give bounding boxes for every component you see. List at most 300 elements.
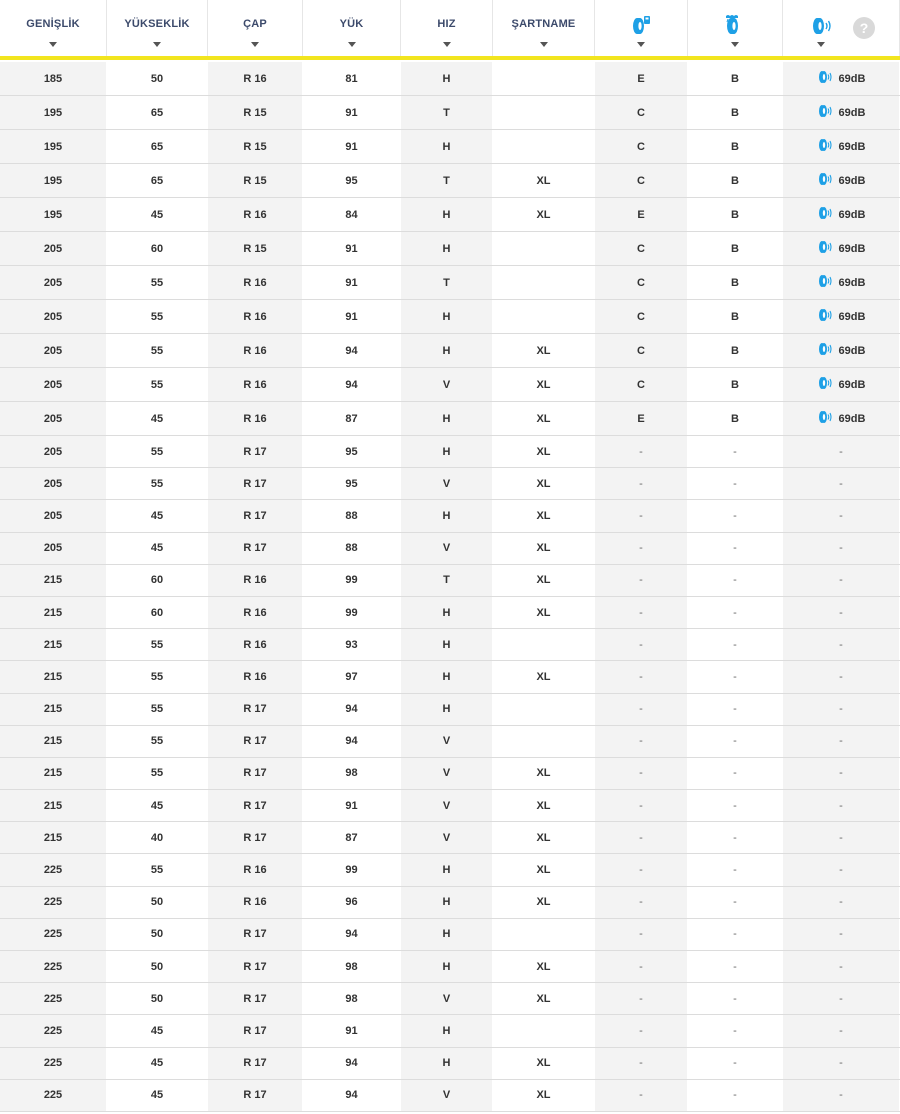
cell-height bbox=[107, 758, 208, 789]
header-diameter[interactable] bbox=[208, 0, 303, 56]
table-row[interactable] bbox=[0, 1048, 900, 1080]
cell-load bbox=[303, 533, 401, 564]
cell-text-load: 94 bbox=[345, 1089, 358, 1102]
cell-text-diameter: R 16 bbox=[243, 638, 267, 651]
help-icon[interactable]: ? bbox=[853, 17, 875, 39]
cell-wet bbox=[688, 533, 783, 564]
cell-noise bbox=[783, 232, 900, 265]
cell-speed bbox=[401, 694, 493, 725]
cell-wet bbox=[688, 919, 783, 950]
table-row[interactable] bbox=[0, 368, 900, 402]
sort-arrow-icon[interactable] bbox=[443, 42, 451, 47]
table-row[interactable] bbox=[0, 300, 900, 334]
cell-noise bbox=[783, 1048, 900, 1079]
cell-width bbox=[0, 368, 107, 401]
cell-noise bbox=[783, 402, 900, 435]
cell-text-diameter: R 16 bbox=[243, 896, 267, 909]
cell-speed bbox=[401, 1048, 493, 1079]
cell-text-spec: XL bbox=[536, 864, 551, 877]
cell-spec bbox=[493, 822, 595, 853]
table-row[interactable] bbox=[0, 790, 900, 822]
cell-text-wet: B bbox=[731, 412, 739, 425]
cell-text-fuel: - bbox=[639, 767, 643, 780]
cell-fuel bbox=[595, 266, 688, 299]
cell-text-height: 55 bbox=[150, 703, 164, 716]
cell-fuel bbox=[595, 300, 688, 333]
table-row[interactable] bbox=[0, 436, 900, 468]
cell-load bbox=[303, 62, 401, 95]
cell-fuel bbox=[595, 694, 688, 725]
cell-width bbox=[0, 629, 107, 660]
table-row[interactable] bbox=[0, 96, 900, 130]
cell-text-wet: - bbox=[733, 864, 737, 877]
cell-text-fuel: - bbox=[639, 928, 643, 941]
cell-spec bbox=[493, 266, 595, 299]
cell-height bbox=[107, 629, 208, 660]
cell-spec bbox=[493, 758, 595, 789]
cell-diameter bbox=[208, 726, 303, 757]
cell-text-spec: XL bbox=[536, 799, 551, 812]
cell-diameter bbox=[208, 533, 303, 564]
cell-text-height: 65 bbox=[150, 140, 164, 153]
cell-text-speed: V bbox=[442, 542, 451, 555]
cell-fuel bbox=[595, 533, 688, 564]
table-row[interactable] bbox=[0, 726, 900, 758]
table-row[interactable] bbox=[0, 887, 900, 919]
cell-width bbox=[0, 300, 107, 333]
cell-text-height: 55 bbox=[150, 735, 164, 748]
cell-text-diameter: R 17 bbox=[243, 960, 267, 973]
cell-text-noise: - bbox=[839, 735, 843, 748]
cell-height bbox=[107, 62, 208, 95]
cell-fuel bbox=[595, 402, 688, 435]
cell-wet bbox=[688, 300, 783, 333]
cell-text-width: 195 bbox=[43, 106, 63, 119]
table-row[interactable] bbox=[0, 1080, 900, 1112]
cell-noise bbox=[783, 164, 900, 197]
cell-height bbox=[107, 198, 208, 231]
cell-text-fuel: - bbox=[639, 960, 643, 973]
cell-height bbox=[107, 1015, 208, 1046]
cell-text-speed: H bbox=[442, 896, 451, 909]
cell-load bbox=[303, 368, 401, 401]
cell-text-wet: - bbox=[733, 1024, 737, 1037]
cell-noise bbox=[783, 951, 900, 982]
cell-text-wet: - bbox=[733, 477, 737, 490]
cell-text-fuel: - bbox=[639, 992, 643, 1005]
cell-text-width: 205 bbox=[43, 542, 63, 555]
cell-text-diameter: R 16 bbox=[243, 276, 267, 289]
header-noise[interactable] bbox=[783, 0, 900, 56]
table-row[interactable] bbox=[0, 565, 900, 597]
cell-width bbox=[0, 334, 107, 367]
cell-diameter bbox=[208, 334, 303, 367]
cell-diameter bbox=[208, 1048, 303, 1079]
cell-noise bbox=[783, 726, 900, 757]
noise-value bbox=[817, 376, 866, 393]
cell-text-diameter: R 17 bbox=[243, 703, 267, 716]
cell-wet bbox=[688, 694, 783, 725]
table-row[interactable] bbox=[0, 130, 900, 164]
cell-text-width: 205 bbox=[43, 445, 63, 458]
cell-noise bbox=[783, 266, 900, 299]
sort-arrow-icon[interactable] bbox=[153, 42, 161, 47]
cell-text-height: 45 bbox=[150, 1024, 164, 1037]
cell-text-speed: H bbox=[442, 960, 451, 973]
table-row[interactable] bbox=[0, 334, 900, 368]
cell-fuel bbox=[595, 919, 688, 950]
cell-text-noise: - bbox=[839, 960, 843, 973]
cell-wet bbox=[688, 983, 783, 1014]
header-fuel[interactable] bbox=[595, 0, 688, 56]
cell-text-load: 99 bbox=[345, 574, 358, 587]
cell-text-wet: - bbox=[733, 799, 737, 812]
cell-load bbox=[303, 402, 401, 435]
cell-noise bbox=[783, 822, 900, 853]
table-row[interactable] bbox=[0, 266, 900, 300]
cell-text-speed: H bbox=[442, 208, 451, 221]
cell-spec bbox=[493, 500, 595, 531]
cell-fuel bbox=[595, 130, 688, 163]
cell-text-height: 50 bbox=[150, 72, 164, 85]
cell-width bbox=[0, 1080, 107, 1111]
sort-arrow-icon[interactable] bbox=[49, 42, 57, 47]
cell-width bbox=[0, 758, 107, 789]
cell-diameter bbox=[208, 402, 303, 435]
cell-height bbox=[107, 130, 208, 163]
cell-height bbox=[107, 1048, 208, 1079]
cell-text-spec: XL bbox=[536, 509, 551, 522]
cell-text-load: 98 bbox=[345, 960, 358, 973]
cell-spec bbox=[493, 96, 595, 129]
cell-text-noise: - bbox=[839, 606, 843, 619]
wet-grip-tire-icon bbox=[722, 14, 748, 36]
cell-width bbox=[0, 436, 107, 467]
cell-text-load: 98 bbox=[345, 992, 358, 1005]
table-row[interactable] bbox=[0, 533, 900, 565]
cell-text-fuel: - bbox=[639, 477, 643, 490]
table-row[interactable] bbox=[0, 1015, 900, 1047]
cell-height bbox=[107, 164, 208, 197]
cell-text-wet: B bbox=[731, 140, 739, 153]
cell-speed bbox=[401, 164, 493, 197]
cell-text-width: 215 bbox=[43, 670, 63, 683]
header-spec[interactable] bbox=[493, 0, 595, 56]
cell-speed bbox=[401, 500, 493, 531]
cell-spec bbox=[493, 661, 595, 692]
cell-load bbox=[303, 629, 401, 660]
cell-text-width: 225 bbox=[43, 1024, 63, 1037]
table-row[interactable] bbox=[0, 694, 900, 726]
cell-text-diameter: R 17 bbox=[243, 1057, 267, 1070]
cell-text-diameter: R 16 bbox=[243, 670, 267, 683]
sort-arrow-icon[interactable] bbox=[348, 42, 356, 47]
cell-text-wet: - bbox=[733, 831, 737, 844]
cell-height bbox=[107, 919, 208, 950]
cell-text-wet: - bbox=[733, 928, 737, 941]
cell-text-load: 97 bbox=[345, 670, 358, 683]
cell-text-fuel: C bbox=[637, 174, 645, 187]
cell-speed bbox=[401, 629, 493, 660]
table-row[interactable] bbox=[0, 919, 900, 951]
cell-wet bbox=[688, 887, 783, 918]
table-row[interactable] bbox=[0, 629, 900, 661]
cell-text-height: 55 bbox=[150, 864, 164, 877]
table-header bbox=[0, 0, 900, 60]
cell-text-fuel: - bbox=[639, 509, 643, 522]
cell-diameter bbox=[208, 164, 303, 197]
cell-speed bbox=[401, 436, 493, 467]
cell-load bbox=[303, 198, 401, 231]
cell-fuel bbox=[595, 1048, 688, 1079]
cell-text-load: 98 bbox=[345, 767, 358, 780]
cell-text-fuel: - bbox=[639, 1057, 643, 1070]
cell-text-height: 55 bbox=[150, 445, 164, 458]
noise-text: 69dB bbox=[838, 344, 866, 357]
cell-diameter bbox=[208, 266, 303, 299]
cell-wet bbox=[688, 198, 783, 231]
cell-spec bbox=[493, 300, 595, 333]
table-row[interactable] bbox=[0, 854, 900, 886]
cell-text-height: 50 bbox=[150, 992, 164, 1005]
cell-noise bbox=[783, 62, 900, 95]
cell-text-speed: V bbox=[442, 735, 451, 748]
cell-spec bbox=[493, 983, 595, 1014]
header-label-height: YÜKSEKLİK bbox=[124, 18, 190, 30]
cell-height bbox=[107, 436, 208, 467]
cell-wet bbox=[688, 164, 783, 197]
noise-value bbox=[817, 206, 866, 223]
cell-load bbox=[303, 96, 401, 129]
cell-text-height: 45 bbox=[150, 208, 164, 221]
cell-speed bbox=[401, 661, 493, 692]
sort-arrow-icon[interactable] bbox=[817, 42, 825, 47]
cell-diameter bbox=[208, 1015, 303, 1046]
cell-text-width: 195 bbox=[43, 140, 63, 153]
cell-text-width: 225 bbox=[43, 928, 63, 941]
cell-text-fuel: E bbox=[637, 412, 645, 425]
header-height[interactable] bbox=[107, 0, 208, 56]
cell-text-wet: B bbox=[731, 106, 739, 119]
cell-speed bbox=[401, 468, 493, 499]
cell-text-width: 185 bbox=[43, 72, 63, 85]
cell-load bbox=[303, 790, 401, 821]
cell-text-diameter: R 17 bbox=[243, 542, 267, 555]
cell-text-diameter: R 15 bbox=[243, 140, 267, 153]
cell-noise bbox=[783, 130, 900, 163]
noise-icon bbox=[817, 308, 833, 325]
table-row[interactable] bbox=[0, 500, 900, 532]
cell-speed bbox=[401, 951, 493, 982]
cell-speed bbox=[401, 232, 493, 265]
cell-load bbox=[303, 694, 401, 725]
cell-noise bbox=[783, 500, 900, 531]
cell-height bbox=[107, 726, 208, 757]
noise-text: 69dB bbox=[838, 242, 866, 255]
cell-width bbox=[0, 1048, 107, 1079]
noise-tire-icon bbox=[808, 14, 834, 36]
cell-text-noise: - bbox=[839, 542, 843, 555]
cell-text-speed: H bbox=[442, 242, 451, 255]
cell-text-diameter: R 17 bbox=[243, 509, 267, 522]
noise-value bbox=[817, 274, 866, 291]
cell-text-width: 225 bbox=[43, 864, 63, 877]
cell-text-diameter: R 17 bbox=[243, 831, 267, 844]
table-row[interactable] bbox=[0, 597, 900, 629]
table-row[interactable] bbox=[0, 198, 900, 232]
cell-fuel bbox=[595, 565, 688, 596]
cell-text-wet: - bbox=[733, 1057, 737, 1070]
cell-text-speed: H bbox=[442, 1057, 451, 1070]
cell-diameter bbox=[208, 919, 303, 950]
cell-speed bbox=[401, 368, 493, 401]
cell-height bbox=[107, 1080, 208, 1111]
cell-text-wet: B bbox=[731, 378, 739, 391]
cell-load bbox=[303, 758, 401, 789]
cell-speed bbox=[401, 1080, 493, 1111]
cell-text-spec: XL bbox=[536, 445, 551, 458]
cell-text-wet: - bbox=[733, 1089, 737, 1102]
header-speed[interactable] bbox=[401, 0, 493, 56]
cell-text-speed: H bbox=[442, 72, 451, 85]
cell-load bbox=[303, 300, 401, 333]
cell-spec bbox=[493, 919, 595, 950]
cell-text-diameter: R 17 bbox=[243, 1089, 267, 1102]
cell-noise bbox=[783, 694, 900, 725]
cell-text-speed: V bbox=[442, 799, 451, 812]
table-row[interactable] bbox=[0, 402, 900, 436]
cell-wet bbox=[688, 661, 783, 692]
cell-noise bbox=[783, 565, 900, 596]
table-row[interactable] bbox=[0, 164, 900, 198]
noise-icon bbox=[817, 172, 833, 189]
cell-noise bbox=[783, 597, 900, 628]
cell-text-diameter: R 15 bbox=[243, 106, 267, 119]
cell-spec bbox=[493, 854, 595, 885]
cell-text-spec: XL bbox=[536, 831, 551, 844]
sort-arrow-icon[interactable] bbox=[637, 42, 645, 47]
header-label-width: GENİŞLİK bbox=[26, 18, 80, 30]
cell-text-height: 45 bbox=[150, 1057, 164, 1070]
cell-wet bbox=[688, 232, 783, 265]
table-row[interactable] bbox=[0, 758, 900, 790]
cell-text-diameter: R 16 bbox=[243, 72, 267, 85]
cell-wet bbox=[688, 436, 783, 467]
cell-load bbox=[303, 1015, 401, 1046]
cell-width bbox=[0, 822, 107, 853]
cell-text-width: 225 bbox=[43, 1057, 63, 1070]
cell-diameter bbox=[208, 300, 303, 333]
cell-text-speed: T bbox=[443, 276, 450, 289]
table-row[interactable] bbox=[0, 983, 900, 1015]
header-wet[interactable] bbox=[688, 0, 783, 56]
cell-text-height: 55 bbox=[150, 767, 164, 780]
cell-spec bbox=[493, 130, 595, 163]
cell-speed bbox=[401, 62, 493, 95]
cell-text-load: 94 bbox=[345, 344, 358, 357]
cell-noise bbox=[783, 661, 900, 692]
cell-fuel bbox=[595, 983, 688, 1014]
table-row[interactable] bbox=[0, 951, 900, 983]
table-row[interactable] bbox=[0, 822, 900, 854]
header-load[interactable] bbox=[303, 0, 401, 56]
cell-text-noise: - bbox=[839, 831, 843, 844]
table-body bbox=[0, 62, 900, 1112]
cell-wet bbox=[688, 565, 783, 596]
cell-wet bbox=[688, 951, 783, 982]
header-width[interactable] bbox=[0, 0, 107, 56]
noise-text: 69dB bbox=[838, 140, 866, 153]
cell-text-noise: - bbox=[839, 670, 843, 683]
cell-text-fuel: E bbox=[637, 72, 645, 85]
cell-wet bbox=[688, 629, 783, 660]
table-row[interactable] bbox=[0, 62, 900, 96]
cell-load bbox=[303, 822, 401, 853]
cell-width bbox=[0, 951, 107, 982]
cell-noise bbox=[783, 300, 900, 333]
noise-text: 69dB bbox=[838, 276, 866, 289]
cell-text-wet: - bbox=[733, 767, 737, 780]
cell-diameter bbox=[208, 96, 303, 129]
cell-text-load: 87 bbox=[345, 831, 358, 844]
cell-wet bbox=[688, 130, 783, 163]
cell-text-width: 215 bbox=[43, 574, 63, 587]
cell-spec bbox=[493, 629, 595, 660]
cell-text-width: 215 bbox=[43, 831, 63, 844]
cell-text-spec: XL bbox=[536, 606, 551, 619]
cell-text-speed: T bbox=[443, 106, 450, 119]
cell-speed bbox=[401, 198, 493, 231]
cell-load bbox=[303, 436, 401, 467]
cell-text-width: 205 bbox=[43, 276, 63, 289]
noise-icon bbox=[817, 138, 833, 155]
cell-text-speed: H bbox=[442, 140, 451, 153]
cell-width bbox=[0, 232, 107, 265]
noise-icon bbox=[817, 240, 833, 257]
cell-diameter bbox=[208, 694, 303, 725]
table-row[interactable] bbox=[0, 468, 900, 500]
cell-text-height: 55 bbox=[150, 276, 164, 289]
cell-height bbox=[107, 533, 208, 564]
cell-diameter bbox=[208, 500, 303, 531]
cell-text-wet: B bbox=[731, 208, 739, 221]
cell-speed bbox=[401, 533, 493, 564]
cell-diameter bbox=[208, 198, 303, 231]
cell-width bbox=[0, 164, 107, 197]
table-row[interactable] bbox=[0, 661, 900, 693]
cell-text-load: 93 bbox=[345, 638, 358, 651]
cell-width bbox=[0, 661, 107, 692]
cell-diameter bbox=[208, 130, 303, 163]
cell-text-noise: - bbox=[839, 864, 843, 877]
cell-spec bbox=[493, 887, 595, 918]
cell-width bbox=[0, 198, 107, 231]
cell-text-height: 55 bbox=[150, 378, 164, 391]
cell-text-wet: - bbox=[733, 638, 737, 651]
cell-spec bbox=[493, 790, 595, 821]
cell-text-width: 205 bbox=[43, 477, 63, 490]
cell-load bbox=[303, 130, 401, 163]
cell-spec bbox=[493, 436, 595, 467]
sort-arrow-icon[interactable] bbox=[540, 42, 548, 47]
sort-arrow-icon[interactable] bbox=[731, 42, 739, 47]
sort-arrow-icon[interactable] bbox=[251, 42, 259, 47]
cell-spec bbox=[493, 232, 595, 265]
table-row[interactable] bbox=[0, 232, 900, 266]
cell-text-fuel: - bbox=[639, 896, 643, 909]
noise-value bbox=[817, 308, 866, 325]
header-label-diameter: ÇAP bbox=[243, 18, 267, 30]
